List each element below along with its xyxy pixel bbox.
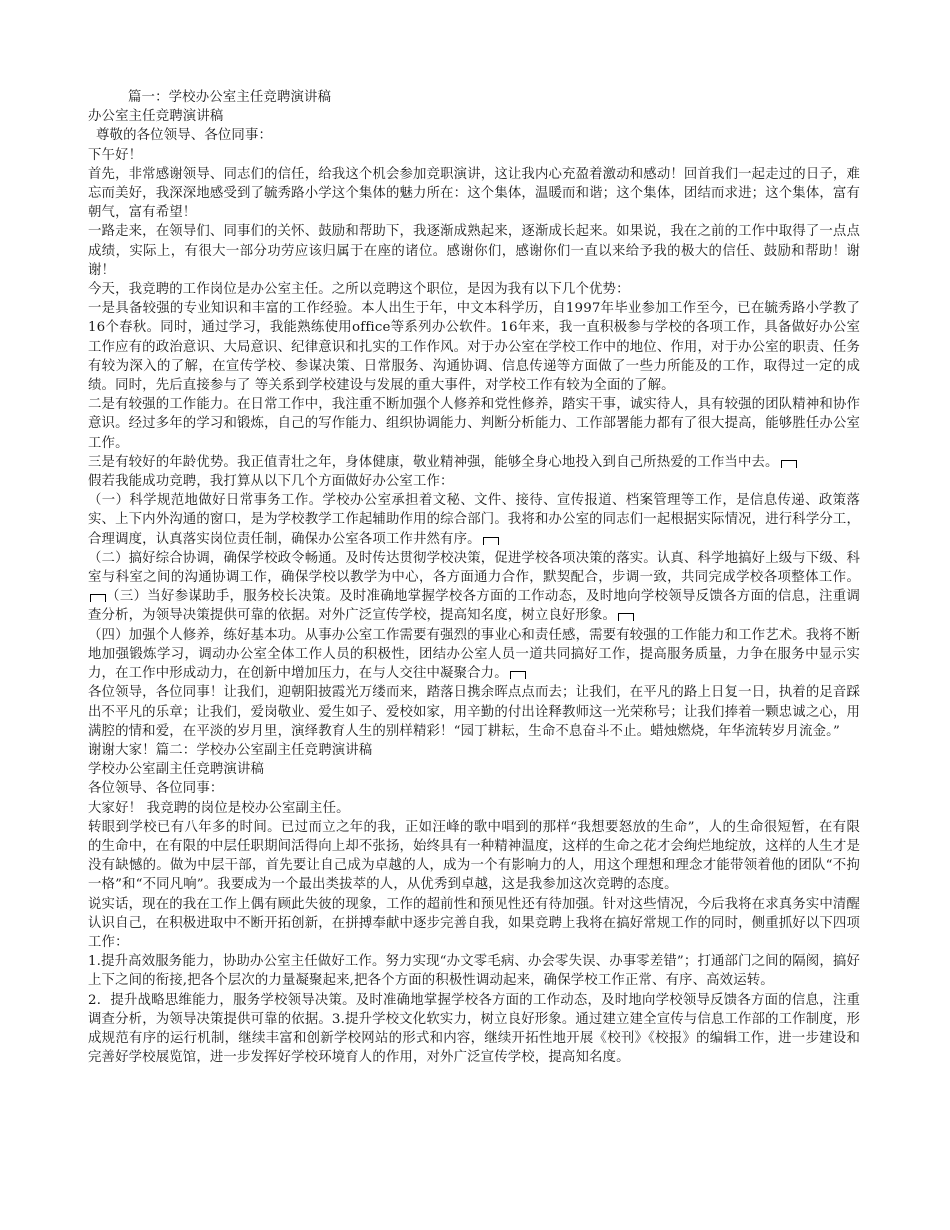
- speech-title-2: 学校办公室副主任竞聘演讲稿: [88, 762, 265, 778]
- greeting-1: 尊敬的各位领导、各位同事：: [96, 128, 273, 144]
- page-break-mark-icon: [781, 460, 797, 468]
- speech-title-1: 办公室主任竞聘演讲稿: [88, 109, 224, 125]
- paragraph: [88, 626, 860, 684]
- paragraph: 二是有较强的工作能力。在日常工作中，我注重不断加强个人修养和党性修养，踏实干事，诚实待人，具有较强的团队精神和协作意识。经过多年的学习和锻炼，自己的写作能力、组织协调能力、判断分析能力、工作部署能力都有了很大提高，能够胜任办公室工作。: [88, 397, 860, 451]
- page-break-mark-icon: [90, 594, 106, 602]
- document-page: [88, 88, 860, 1067]
- page-break-mark-icon: [510, 671, 526, 679]
- paragraph: 大家好！ 我竞聘的岗位是校办公室副主任。: [88, 800, 350, 816]
- paragraph: 转眼到学校已有八年多的时间。已过而立之年的我，正如汪峰的歌中唱到的那样“我想要怒放的生命”，人的生命很短暂，在有限的生命中，在有限的中层任职期间活得向上却不张扬，始终具有一种精神温度，这样的生命之花才会绚烂地绽放，这样的人生才是没有缺憾的。做为中层干部，首先要让自己成为卓越的人，成为一个有影响力的人，用这个理想和理念才能带领着他的团队“不拘一格”和“不同凡响”。我要成为一个最出类拔萃的人，从优秀到卓越，这是我参加这次竞聘的态度。: [88, 819, 860, 893]
- paragraph-text: （二）搞好综合协调，确保学校政令畅通。及时传达贯彻学校决策，促进学校各项决策的落实。认真、科学地搞好上级与下级、科室与科室之间的沟通协调工作，确保学校以教学为中心，各方面通力合作，默契配合，步调一致，共同完成学校各项整体工作。: [88, 550, 860, 586]
- greeting-2: 各位领导、各位同事：: [88, 781, 224, 797]
- page-break-mark-icon: [618, 613, 634, 621]
- paragraph: 2．提升战略思维能力，服务学校领导决策。及时准确地掌握学校各方面的工作动态，及时地向学校领导反馈各方面的信息，注重调查分析，为领导决策提供可靠的依据。3.提升学校文化软实力，树立良好形象。通过建立建全宣传与信息工作部的工作制度，形成规范有序的运行机制，继续丰富和创新学校网站的形式和内容，继续开拓性地开展《校刊》《校报》的编辑工作，进一步建设和完善好学校展览馆，进一步发挥好学校环境育人的作用，对外广泛宣传学校，提高知名度。: [88, 992, 860, 1066]
- paragraph-text: （一）科学规范地做好日常事务工作。学校办公室承担着文秘、文件、接待、宣传报道、档案管理等工作，是信息传递、政策落实、上下内外沟通的窗口，是为学校教学工作起辅助作用的综合部门。我将和办公室的同志们一起根据实际情况，进行科学分工，合理调度，认真落实岗位责任制，确保办公室各项工作井然有序。: [88, 493, 860, 547]
- paragraph: [88, 453, 860, 472]
- paragraph: [88, 549, 860, 626]
- paragraph: 今天，我竞聘的工作岗位是办公室主任。之所以竞聘这个职位，是因为我有以下几个优势：: [88, 282, 630, 298]
- paragraph: [88, 491, 860, 549]
- paragraph: 说实话，现在的我在工作上偶有顾此失彼的现象，工作的超前性和预见性还有待加强。针对这些情况，今后我将在求真务实中清醒认识自己，在积极进取中不断开拓创新，在拼搏奉献中逐步完善自我，如果竞聘上我将在搞好常规工作的同时，侧重抓好以下四项工作：: [88, 896, 860, 950]
- paragraph: 一路走来，在领导们、同事们的关怀、鼓励和帮助下，我逐渐成熟起来，逐渐成长起来。如果说，我在之前的工作中取得了一点点成绩，实际上，有很大一部分功劳应该归属于在座的诸位。感谢你们，感谢你们一直以来给予我的极大的信任、鼓励和帮助！谢谢！: [88, 224, 860, 278]
- paragraph: 各位领导，各位同事！让我们，迎朝阳披霞光万缕而来，踏落日携余晖点点而去；让我们，在平凡的路上日复一日，执着的足音踩出不平凡的乐章；让我们，爱岗敬业、爱生如子、爱校如家，用辛勤的付出诠释教师这一光荣称号；让我们捧着一颗忠诚之心，用满腔的情和爱，在平淡的岁月里，演绎教育人生的别样精彩！“园丁耕耘，生命不息奋斗不止。蜡烛燃烧，年华流转岁月流金。”: [88, 685, 860, 739]
- paragraph-text: 三是有较好的年龄优势。我正值青壮之年，身体健康，敬业精神强，能够全身心地投入到自己所热爱的工作当中去。: [88, 454, 779, 470]
- paragraph: 一是具备较强的专业知识和丰富的工作经验。本人出生于年，中文本科学历，自1997年毕业参加工作至今，已在毓秀路小学教了16个春秋。同时，通过学习，我能熟练使用office等系列办公软件。16年来，我一直积极参与学校的各项工作，具备做好办公室工作应有的政治意识、大局意识、纪律意识和扎实的工作作风。对于办公室在学校工作中的地位、作用，对于办公室的职责、任务有较为深入的了解，在宣传学校、参谋决策、日常服务、沟通协调、信息传递等方面做了一些力所能及的工作，取得过一定的成绩。同时，先后直接参与了 等关系到学校建设与发展的重大事件，对学校工作有较为全面的了解。: [88, 301, 860, 394]
- paragraph: 首先，非常感谢领导、同志们的信任，给我这个机会参加竞职演讲，这让我内心充盈着激动和感动！回首我们一起走过的日子，难忘而美好，我深深地感受到了毓秀路小学这个集体的魅力所在：这个集体，温暖而和谐；这个集体，团结而求进；这个集体，富有朝气，富有希望！: [88, 166, 860, 221]
- paragraph: 下午好！: [88, 147, 143, 163]
- paragraph: 假若我能成功竞聘，我打算从以下几个方面做好办公室工作：: [88, 474, 454, 490]
- paragraph-text: （三）当好参谋助手，服务校长决策。及时准确地掌握学校各方面的工作动态，及时地向学校领导反馈各方面的信息，注重调查分析，为领导决策提供可靠的依据。对外广泛宣传学校，提高知名度，树立良好形象。: [88, 589, 860, 624]
- paragraph: 1.提升高效服务能力，协助办公室主任做好工作。努力实现“办文零毛病、办会零失误、办事零差错”；打通部门之间的隔阂，搞好上下之间的衔接,把各个层次的力量凝聚起来,把各个方面的积极性调动起来，确保学校工作正常、有序、高效运转。: [88, 954, 860, 989]
- section-heading-1: 篇一：学校办公室主任竞聘演讲稿: [128, 90, 332, 105]
- paragraph: 谢谢大家！篇二：学校办公室副主任竞聘演讲稿: [88, 742, 373, 758]
- paragraph-text: （四）加强个人修养，练好基本功。从事办公室工作需要有强烈的事业心和责任感，需要有较强的工作能力和工作艺术。我将不断地加强锻炼学习，调动办公室全体工作人员的积极性，团结办公室人员一道共同搞好工作，提高服务质量，力争在服务中显示实力，在工作中形成动力，在创新中增加压力，在与人交往中凝聚合力。: [88, 627, 860, 682]
- page-break-mark-icon: [483, 537, 499, 545]
